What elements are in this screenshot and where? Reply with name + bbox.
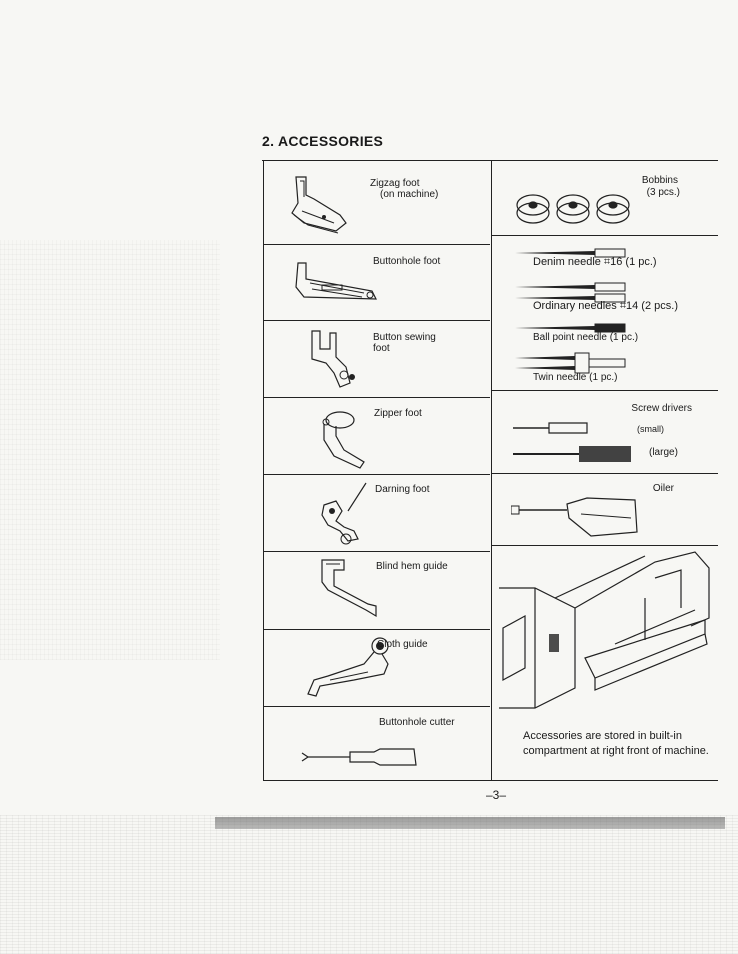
row-buttonhole-foot (264, 245, 490, 321)
ordinary-needles-label: Ordinary needles ⌗14 (2 pcs.) (533, 300, 678, 312)
row-oiler (491, 474, 718, 546)
buttonhole-cutter-icon (300, 743, 420, 769)
buttonhole-foot-icon (292, 257, 382, 307)
zigzag-foot-icon (284, 175, 354, 237)
zipper-foot-label: Zipper foot (374, 408, 422, 419)
twin-needle-label: Twin needle (1 pc.) (533, 372, 618, 383)
scan-noise-left (0, 240, 220, 660)
blind-hem-guide-label: Blind hem guide (376, 561, 448, 572)
twin-needle-icon (515, 352, 627, 374)
denim-needle-label: Denim needle ⌗16 (1 pc.) (533, 256, 657, 268)
row-zipper-foot (264, 398, 490, 475)
darning-foot-label: Darning foot (375, 484, 430, 495)
row-needles (491, 236, 718, 391)
button-sewing-foot-sublabel: foot (373, 343, 390, 354)
buttonhole-cutter-label: Buttonhole cutter (379, 717, 455, 728)
buttonhole-foot-label: Buttonhole foot (373, 256, 441, 267)
screw-drivers-large-label: (large) (649, 447, 678, 458)
page-number: –3– (486, 788, 507, 802)
row-storage (491, 546, 718, 779)
table-bottom-rule (263, 780, 718, 781)
ball-point-needle-label: Ball point needle (1 pc.) (533, 332, 639, 343)
screw-drivers-small-label: (small) (637, 424, 664, 434)
button-sewing-foot-label: Button sewing (373, 332, 436, 343)
zipper-foot-icon (314, 406, 374, 470)
zigzag-foot-label: Zigzag foot (370, 178, 420, 189)
row-blind-hem-guide (264, 552, 490, 630)
button-sewing-foot-icon (306, 327, 366, 391)
bobbins-icon (515, 191, 635, 227)
bobbins-label: Bobbins (641, 175, 678, 186)
small-screwdriver-icon (513, 421, 589, 435)
row-bobbins (491, 161, 718, 236)
row-zigzag-foot (264, 161, 490, 245)
bobbins-sublabel: (3 pcs.) (646, 187, 680, 198)
row-screw-drivers (491, 391, 718, 474)
storage-note: Accessories are stored in built-in compartment at right front of machine. (523, 730, 709, 757)
zigzag-foot-sublabel: (on machine) (380, 189, 439, 200)
section-title: 2. ACCESSORIES (262, 133, 384, 149)
oiler-icon (511, 492, 641, 540)
row-darning-foot (264, 475, 490, 552)
cloth-guide-label: Cloth guide (377, 639, 428, 650)
row-button-sewing-foot (264, 321, 490, 398)
storage-compartment-icon (495, 548, 719, 716)
large-screwdriver-icon (513, 443, 633, 465)
oiler-label: Oiler (652, 483, 674, 494)
scan-shadow-band (215, 817, 725, 829)
scan-noise-bottom (0, 815, 738, 954)
row-cloth-guide (264, 630, 490, 707)
row-buttonhole-cutter (264, 707, 490, 779)
screw-drivers-label: Screw drivers (631, 403, 692, 414)
darning-foot-icon (314, 481, 374, 547)
